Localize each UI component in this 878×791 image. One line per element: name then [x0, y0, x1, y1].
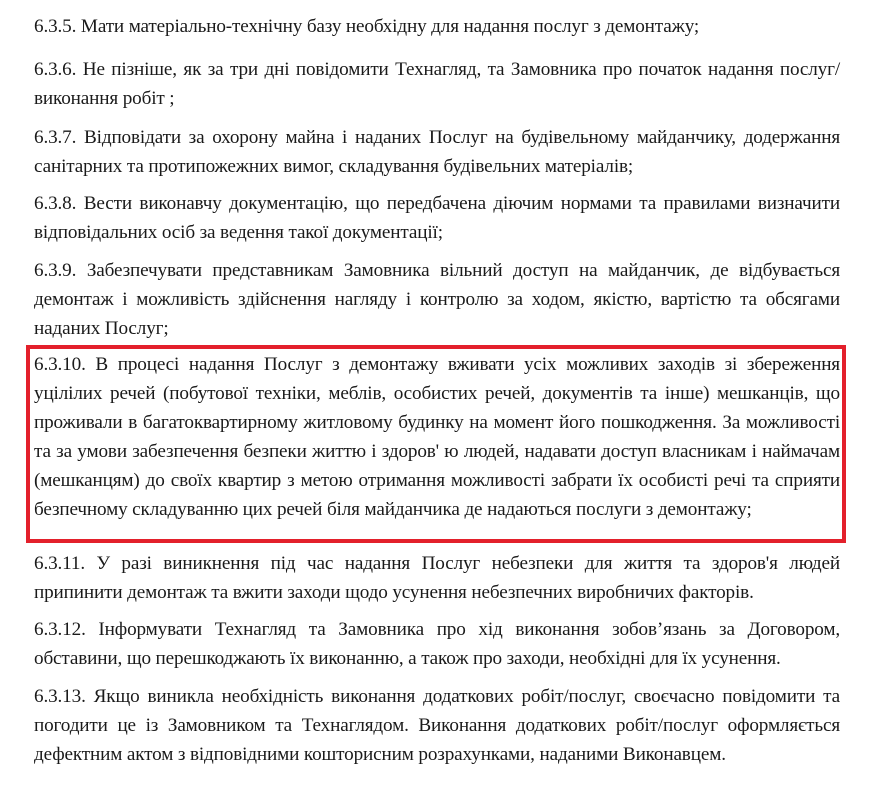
- paragraph-6-3-12: 6.3.12. Інформувати Технагляд та Замовника про хід виконання зобов’язань за Договором, обставини, що перешкоджають їх виконанню, а також про заходи, необхідні для їх усунення.: [34, 619, 840, 669]
- paragraph-6-3-11: 6.3.11. У разі виникнення під час надання Послуг небезпеки для життя та здоров'я людей припинити демонтаж та вжити заходи щодо усунення небезпечних виробничих факторів.: [34, 553, 840, 603]
- paragraph-6-3-10-highlighted: 6.3.10. В процесі надання Послуг з демонтажу вживати усіх можливих заходів зі збереження уцілілих речей (побутової техніки, меблів, особистих речей, документів та інше) мешканців, що проживали в багатоквартирному житловому будинку на момент його пошкодження. За можливості та за умови забезпечення безпеки життю і здоров' ю людей, надавати доступ власникам і наймачам (мешканцям) до своїх квартир з метою отримання можливості забрати їх особисті речі та сприяти безпечному складуванню цих речей біля майданчика де надаються послуги з демонтажу;: [34, 354, 840, 520]
- paragraph-6-3-6: 6.3.6. Не пізніше, як за три дні повідомити Технагляд, та Замовника про початок надання послуг/виконання робіт ;: [34, 59, 840, 109]
- paragraph-6-3-5: 6.3.5. Мати матеріально-технічну базу необхідну для надання послуг з демонтажу;: [34, 16, 700, 37]
- paragraph-6-3-8: 6.3.8. Вести виконавчу документацію, що передбачена діючим нормами та правилами визначити відповідальних осіб за ведення такої документації;: [34, 193, 840, 243]
- paragraph-6-3-9: 6.3.9. Забезпечувати представникам Замовника вільний доступ на майданчик, де відбувається демонтаж і можливість здійснення нагляду і контролю за ходом, якістю, вартістю та обсягами наданих Послуг;: [34, 260, 840, 339]
- paragraph-6-3-13: 6.3.13. Якщо виникла необхідність виконання додаткових робіт/послуг, своєчасно повідомити та погодити це із Замовником та Технаглядом. Виконання додаткових робіт/послуг оформляється дефектним актом з відповідними кошторисним розрахунками, наданими Виконавцем.: [34, 686, 840, 765]
- paragraph-6-3-7: 6.3.7. Відповідати за охорону майна і наданих Послуг на будівельному майданчику, додержання санітарних та протипожежних вимог, складування будівельних матеріалів;: [34, 127, 840, 177]
